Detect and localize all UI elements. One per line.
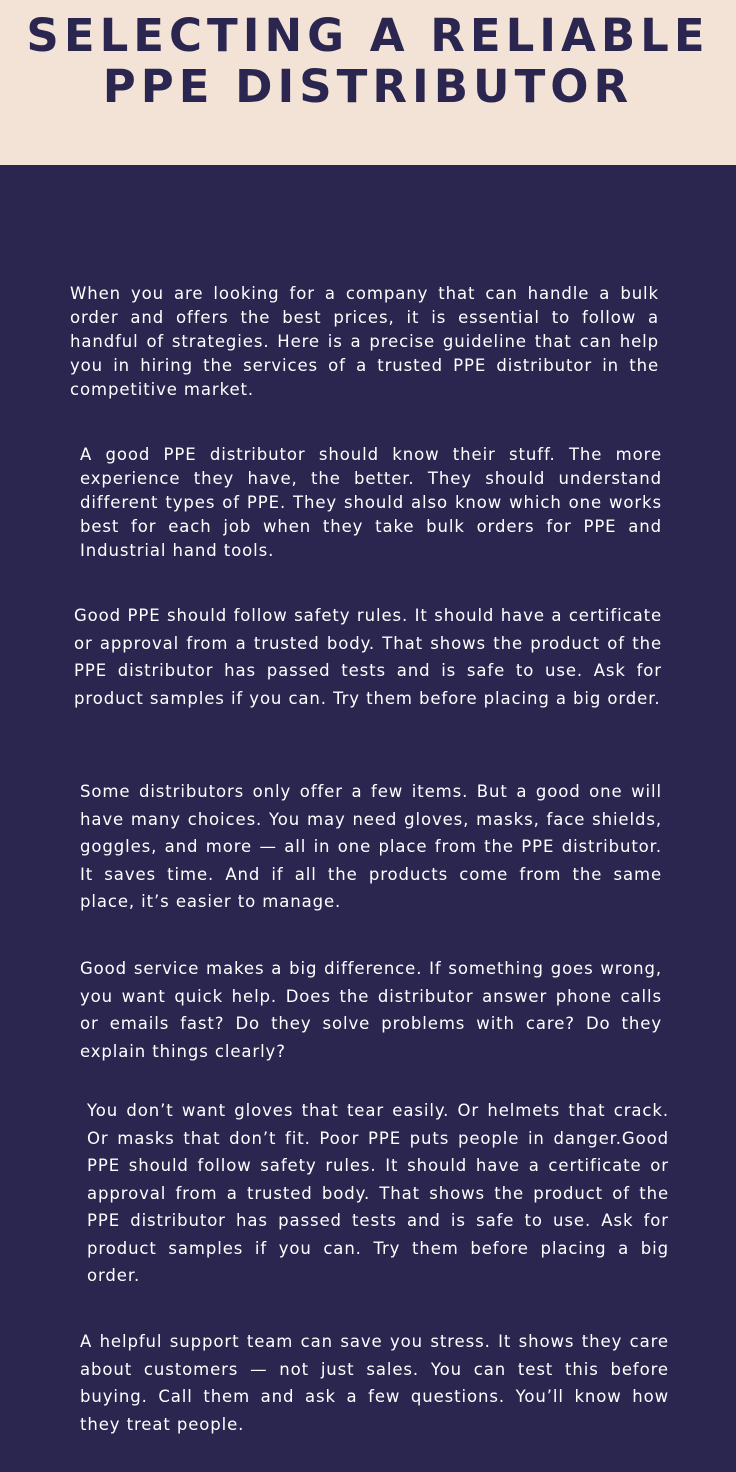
header-banner <box>0 0 736 165</box>
page-title-line-2: PPE DISTRIBUTOR <box>102 60 634 113</box>
quality-paragraph: You don’t want gloves that tear easily. Or helmets that crack. Or masks that don’t fit. Poor PPE puts people in danger.Good PPE should follow safety rules. It should have a certificate or approval from a trusted body. That shows the product of the PPE distributor has passed tests and is safe to use. Ask for product samples if you can. Try them before placing a big order. <box>87 1101 669 1285</box>
service-paragraph: Good service makes a big difference. If something goes wrong, you want quick help. Does the distributor answer phone calls or emails fast? Do they solve problems with care? Do they explain things clearly? <box>80 959 662 1061</box>
experience-paragraph: A good PPE distributor should know their stuff. The more experience they have, the better. They should understand different types of PPE. They should also know which one works best for each job when they take bulk orders for PPE and Industrial hand tools. <box>80 445 662 560</box>
intro-paragraph: When you are looking for a company that can handle a bulk order and offers the best prices, it is essential to follow a handful of strategies. Here is a precise guideline that can help you in hiring the services of a trusted PPE distributor in the competitive market. <box>70 284 659 399</box>
page-title-line-1: SELECTING A RELIABLE <box>26 9 710 62</box>
support-paragraph: A helpful support team can save you stress. It shows they care about customers — not just sales. You can test this before buying. Call them and ask a few questions. You’ll know how they treat people. <box>80 1332 669 1434</box>
safety-paragraph: Good PPE should follow safety rules. It should have a certificate or approval from a trusted body. That shows the product of the PPE distributor has passed tests and is safe to use. Ask for product samples if you can. Try them before placing a big order. <box>74 606 662 708</box>
product-range-paragraph: Some distributors only offer a few items. But a good one will have many choices. You may need gloves, masks, face shields, goggles, and more — all in one place from the PPE distributor. It saves time. And if all the products come from the same place, it’s easier to manage. <box>80 782 662 911</box>
